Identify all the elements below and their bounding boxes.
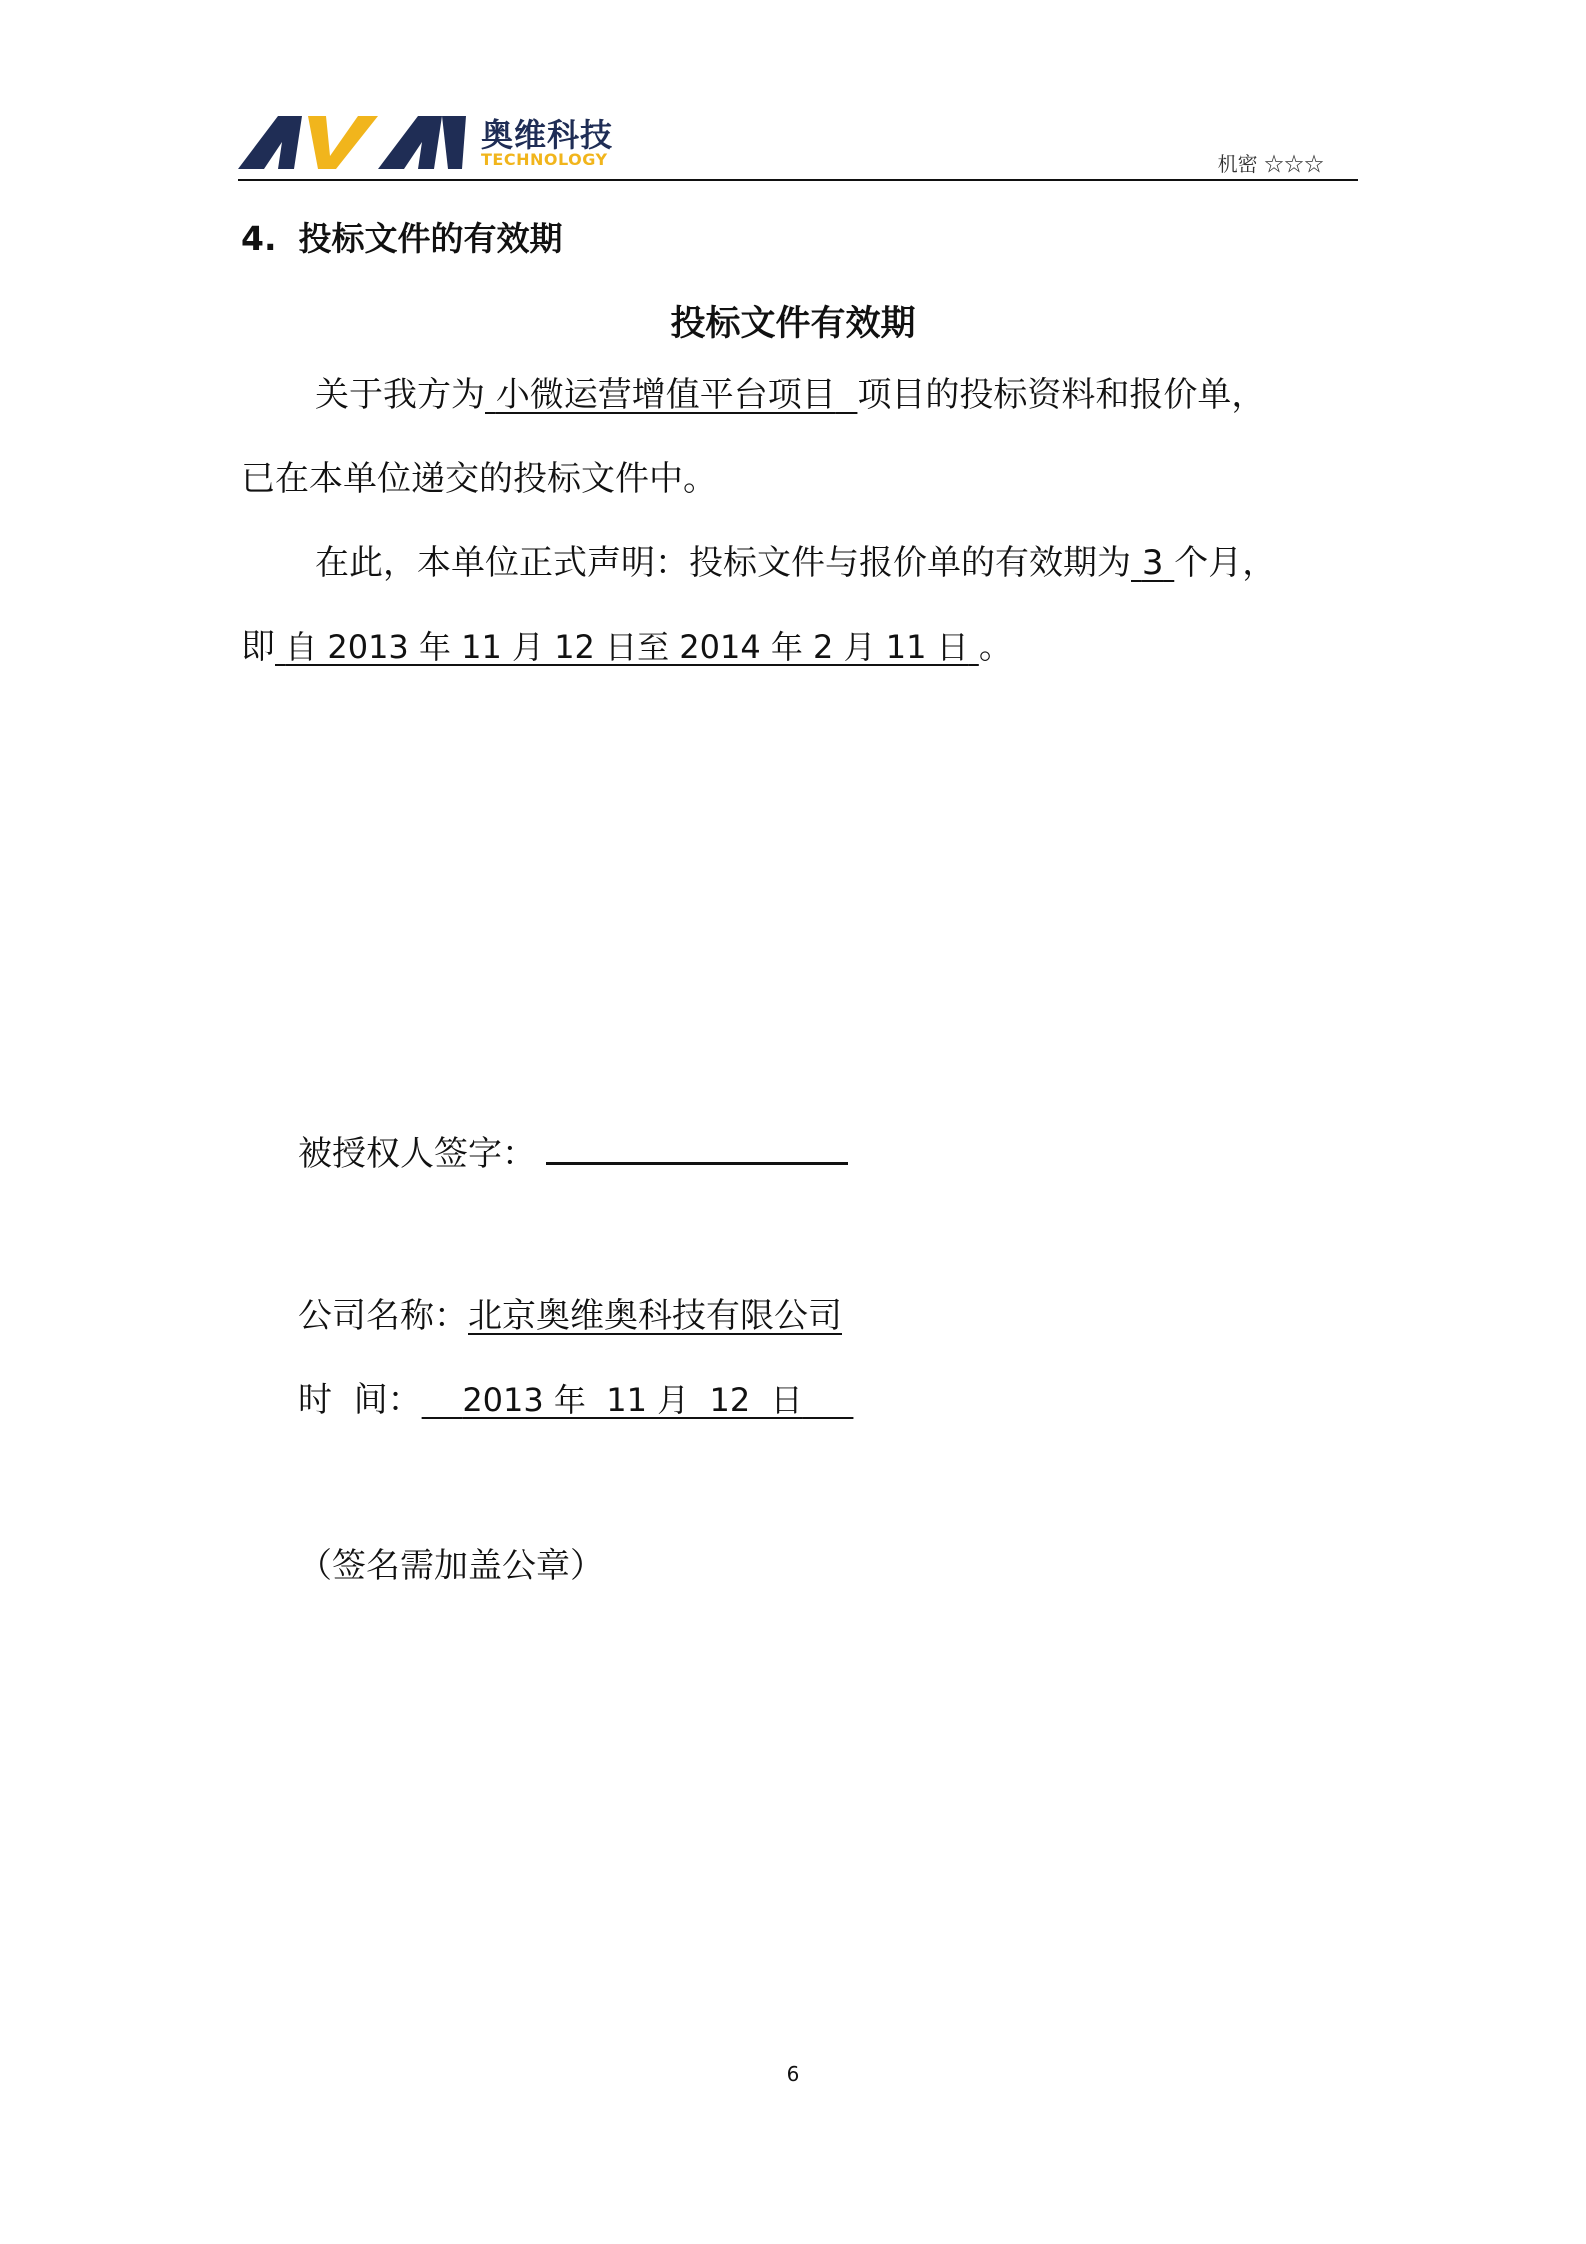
section-title-text: 投标文件的有效期 <box>298 219 563 258</box>
signature-label: 被授权人签字： <box>298 1134 536 1174</box>
seal-note: （签名需加盖公章） <box>298 1546 604 1586</box>
section-heading <box>241 213 563 260</box>
page-header <box>238 100 1358 180</box>
document-title: 投标文件有效期 <box>670 303 916 344</box>
paragraph-date-range <box>241 627 1013 668</box>
time-line <box>298 1380 853 1421</box>
paragraph-project-line2: 已在本单位递交的投标文件中。 <box>241 459 717 499</box>
paragraph-validity <box>315 543 1276 584</box>
signature-line <box>298 1128 848 1175</box>
company-label: 公司名称： <box>298 1296 468 1336</box>
time-value: 2013 年 11 月 12 日 <box>462 1381 803 1419</box>
p2-suffix: 个月， <box>1174 543 1277 583</box>
validity-date-range: 自 2013 年 11 月 12 日至 2014 年 2 月 11 日 <box>285 628 969 666</box>
page-number: 6 <box>786 2062 800 2086</box>
p1-prefix: 关于我方为 <box>315 375 485 415</box>
p1-suffix: 项目的投标资料和报价单， <box>857 375 1266 415</box>
company-line <box>298 1296 842 1337</box>
p2-prefix: 在此，本单位正式声明：投标文件与报价单的有效期为 <box>315 543 1131 583</box>
header-divider <box>238 179 1358 181</box>
logo-text-en: TECHNOLOGY <box>481 150 608 169</box>
p3-suffix: 。 <box>978 627 1013 667</box>
section-number: 4. <box>241 219 277 258</box>
time-label: 时 间： <box>298 1380 422 1420</box>
signature-blank[interactable] <box>546 1128 848 1165</box>
company-name: 北京奥维奥科技有限公司 <box>468 1296 842 1336</box>
project-name: 小微运营增值平台项目 <box>495 375 836 415</box>
confidential-mark: 机密 ☆☆☆ <box>1217 152 1324 176</box>
validity-months: 3 <box>1141 543 1164 583</box>
logo-text-cn: 奥维科技 <box>481 116 614 154</box>
ava-logo-icon <box>238 112 466 172</box>
p3-prefix: 即 <box>241 627 275 667</box>
paragraph-project <box>315 375 1265 416</box>
